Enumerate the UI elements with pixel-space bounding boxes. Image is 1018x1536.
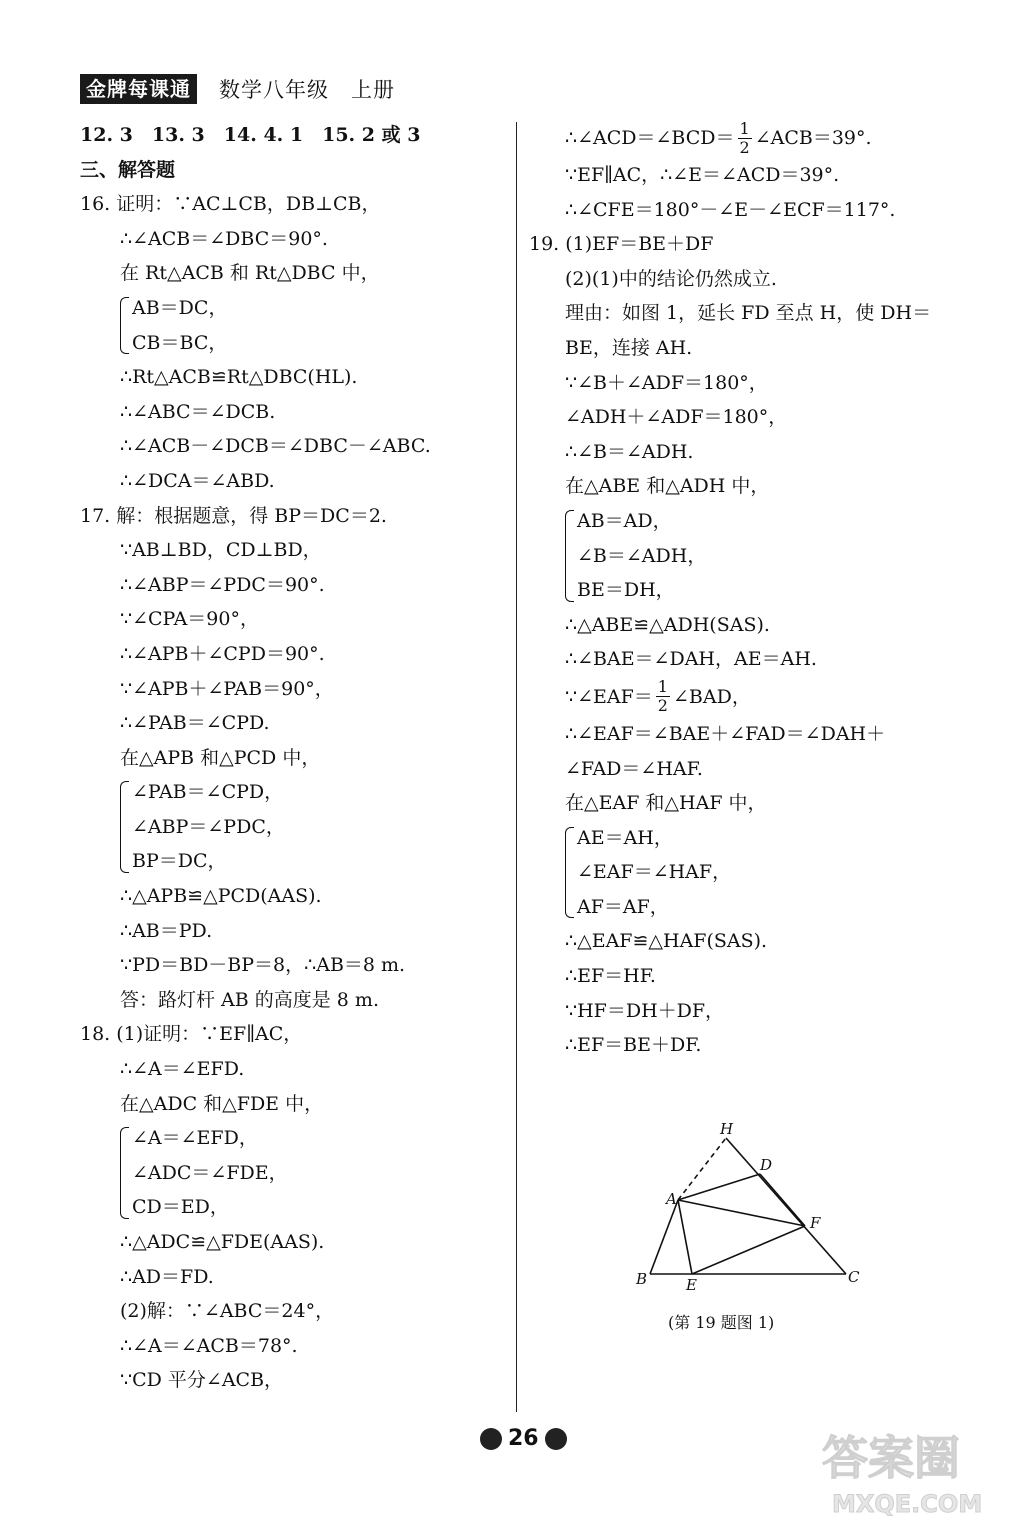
answer-line: 在△ADC 和△FDE 中， [120,1092,324,1115]
answer-line: ∵CD 平分∠ACB， [120,1369,284,1392]
text-segment: ∠ACB＝39°. [754,127,872,149]
answer-line: ∵∠APB＋∠PAB＝90°， [120,677,334,700]
answer-line: 12. 3 13. 3 14. 4. 1 15. 2 或 3 [80,124,421,146]
answer-line: ∴∠B＝∠ADH. [565,440,694,463]
answer-line: ∴∠EAF＝∠BAE＋∠FAD＝∠DAH＋ [565,722,886,745]
answer-line: ∵EF∥AC，∴∠E＝∠ACD＝39°. [565,164,840,186]
left-column [80,118,500,1398]
geometry-figure [620,1118,880,1318]
equation: AE＝AH， [577,826,673,849]
answer-line: ∵AB⊥BD，CD⊥BD， [120,539,322,562]
page-number-text: 26 [508,1426,539,1451]
segment-AD [678,1174,760,1200]
equation: ∠ABP＝∠PDC， [132,815,285,838]
brace-icon [120,297,129,354]
answer-line [565,677,965,717]
answer-line: ∵∠B＋∠ADF＝180°， [565,371,768,394]
equation: CD＝ED， [132,1196,229,1219]
answer-line: ∴∠ACB＝∠DBC＝90°. [120,227,328,250]
series-brand: 金牌每课通 [80,74,197,104]
brace-icon [565,510,574,602]
answer-line: BE，连接 AH. [565,336,693,359]
page-header [80,72,395,106]
equation: ∠A＝∠EFD， [132,1127,258,1150]
answer-line: 理由：如图 1，延长 FD 至点 H，使 DH＝ [565,302,932,325]
equation: BP＝DC， [132,850,227,873]
answer-line: ∴Rt△ACB≌Rt△DBC(HL). [120,366,358,389]
fraction-numerator: 1 [739,118,750,138]
answer-line: (2)解：∵∠ABC＝24°， [120,1300,335,1323]
watermark [812,1416,1002,1526]
brace-icon [120,781,129,873]
book-subtitle: 数学八年级 上册 [219,78,395,102]
watermark-title: 答案圈 [822,1431,960,1485]
decor-leaf-icon [545,1428,567,1450]
equation: ∠B＝∠ADH， [577,544,707,567]
answer-line: 答：路灯杆 AB 的高度是 8 m. [120,988,379,1011]
section-heading: 三、解答题 [80,158,176,181]
fraction-numerator: 1 [657,677,668,697]
answer-line: ∴△ADC≌△FDE(AAS). [120,1231,325,1253]
answer-line: ∵HF＝DH＋DF， [565,999,725,1022]
point-label-A: A [666,1190,677,1208]
answer-line: ∴∠A＝∠EFD. [120,1058,245,1081]
answer-line: ∴∠ACB－∠DCB＝∠DBC－∠ABC. [120,435,431,458]
equation: AF＝AF， [577,895,669,918]
segment-EF [692,1226,805,1274]
fraction [738,120,752,157]
answer-line: ∴△ABE≌△ADH(SAS). [565,613,770,636]
answer-line: ∵∠CPA＝90°， [120,608,259,631]
column-divider [516,122,517,1412]
answer-line: 在 Rt△ACB 和 Rt△DBC 中， [120,262,380,285]
answer-line: ∴∠A＝∠ACB＝78°. [120,1334,298,1357]
equation-system [80,291,500,360]
figure-caption: (第 19 题图 1) [668,1313,775,1332]
right-column [529,118,965,1063]
answer-line: 在△ABE 和△ADH 中， [565,475,770,498]
point-label-F: F [810,1214,821,1232]
answer-line: ∴EF＝HF. [565,965,656,988]
point-label-C: C [848,1268,860,1286]
answer-line: ∴∠DCA＝∠ABD. [120,469,275,492]
point-label-B: B [636,1270,648,1288]
fraction-denominator: 2 [739,137,750,157]
answer-line: ∠FAD＝∠HAF. [565,757,703,780]
answer-line [565,118,965,158]
text-segment: ∴∠ACD＝∠BCD＝ [565,127,735,149]
equation-system [565,504,965,608]
answer-line: ∴∠ABC＝∠DCB. [120,400,276,423]
answer-line: 18. (1)证明：∵EF∥AC， [80,1023,303,1046]
brace-icon [120,1127,129,1219]
segment-AE [678,1200,692,1274]
answer-line: ∠ADH＋∠ADF＝180°， [565,406,788,429]
answer-line: ∴∠CFE＝180°－∠E－∠ECF＝117°. [565,198,896,221]
answer-line: (2)(1)中的结论仍然成立. [565,267,777,290]
fraction [656,678,670,715]
point-label-H: H [720,1120,734,1138]
answer-line: 16. 证明：∵AC⊥CB，DB⊥CB， [80,193,381,216]
equation: CB＝BC， [132,331,228,354]
text-segment: ∵∠EAF＝ [565,685,653,708]
answer-line: 在△EAF 和△HAF 中， [565,792,767,815]
segment-AB [650,1200,678,1274]
segment-HC [726,1138,846,1274]
answer-line: 17. 解：根据题意，得 BP＝DC＝2. [80,504,387,527]
equation: AB＝AD， [577,509,672,532]
answer-line: ∴EF＝BE＋DF. [565,1034,702,1057]
equation: ∠EAF＝∠HAF， [577,861,732,884]
equation: AB＝DC， [132,296,228,319]
equation-system [80,775,500,879]
watermark-url: MXQE.COM [832,1490,983,1518]
equation-system [80,1121,500,1225]
answer-line: ∴∠BAE＝∠DAH，AE＝AH. [565,648,817,671]
brace-icon [565,827,574,919]
answer-line: 在△APB 和△PCD 中， [120,746,321,769]
answer-line: ∵PD＝BD－BP＝8，∴AB＝8 m. [120,954,406,977]
segment-AH [678,1138,726,1200]
answer-line: ∴AD＝FD. [120,1265,214,1288]
fraction-denominator: 2 [657,696,668,716]
equation-system [565,821,965,925]
point-label-E: E [686,1276,697,1294]
text-segment: ∠BAD， [672,685,751,708]
answer-line: ∴∠ABP＝∠PDC＝90°. [120,573,325,596]
answer-line: ∴∠PAB＝∠CPD. [120,712,270,735]
decor-leaf-icon [480,1428,502,1450]
answer-line: ∴∠APB＋∠CPD＝90°. [120,642,325,665]
page-number [480,1426,567,1451]
point-label-D: D [760,1156,773,1174]
answer-line: 19. (1)EF＝BE＋DF [529,233,714,256]
answer-line: ∴△EAF≌△HAF(SAS). [565,930,768,953]
equation: BE＝DH， [577,579,675,602]
answer-line: ∴AB＝PD. [120,919,213,942]
equation: ∠PAB＝∠CPD， [132,781,284,804]
answer-line: ∴△APB≌△PCD(AAS). [120,885,322,908]
equation: ∠ADC＝∠FDE， [132,1161,288,1184]
